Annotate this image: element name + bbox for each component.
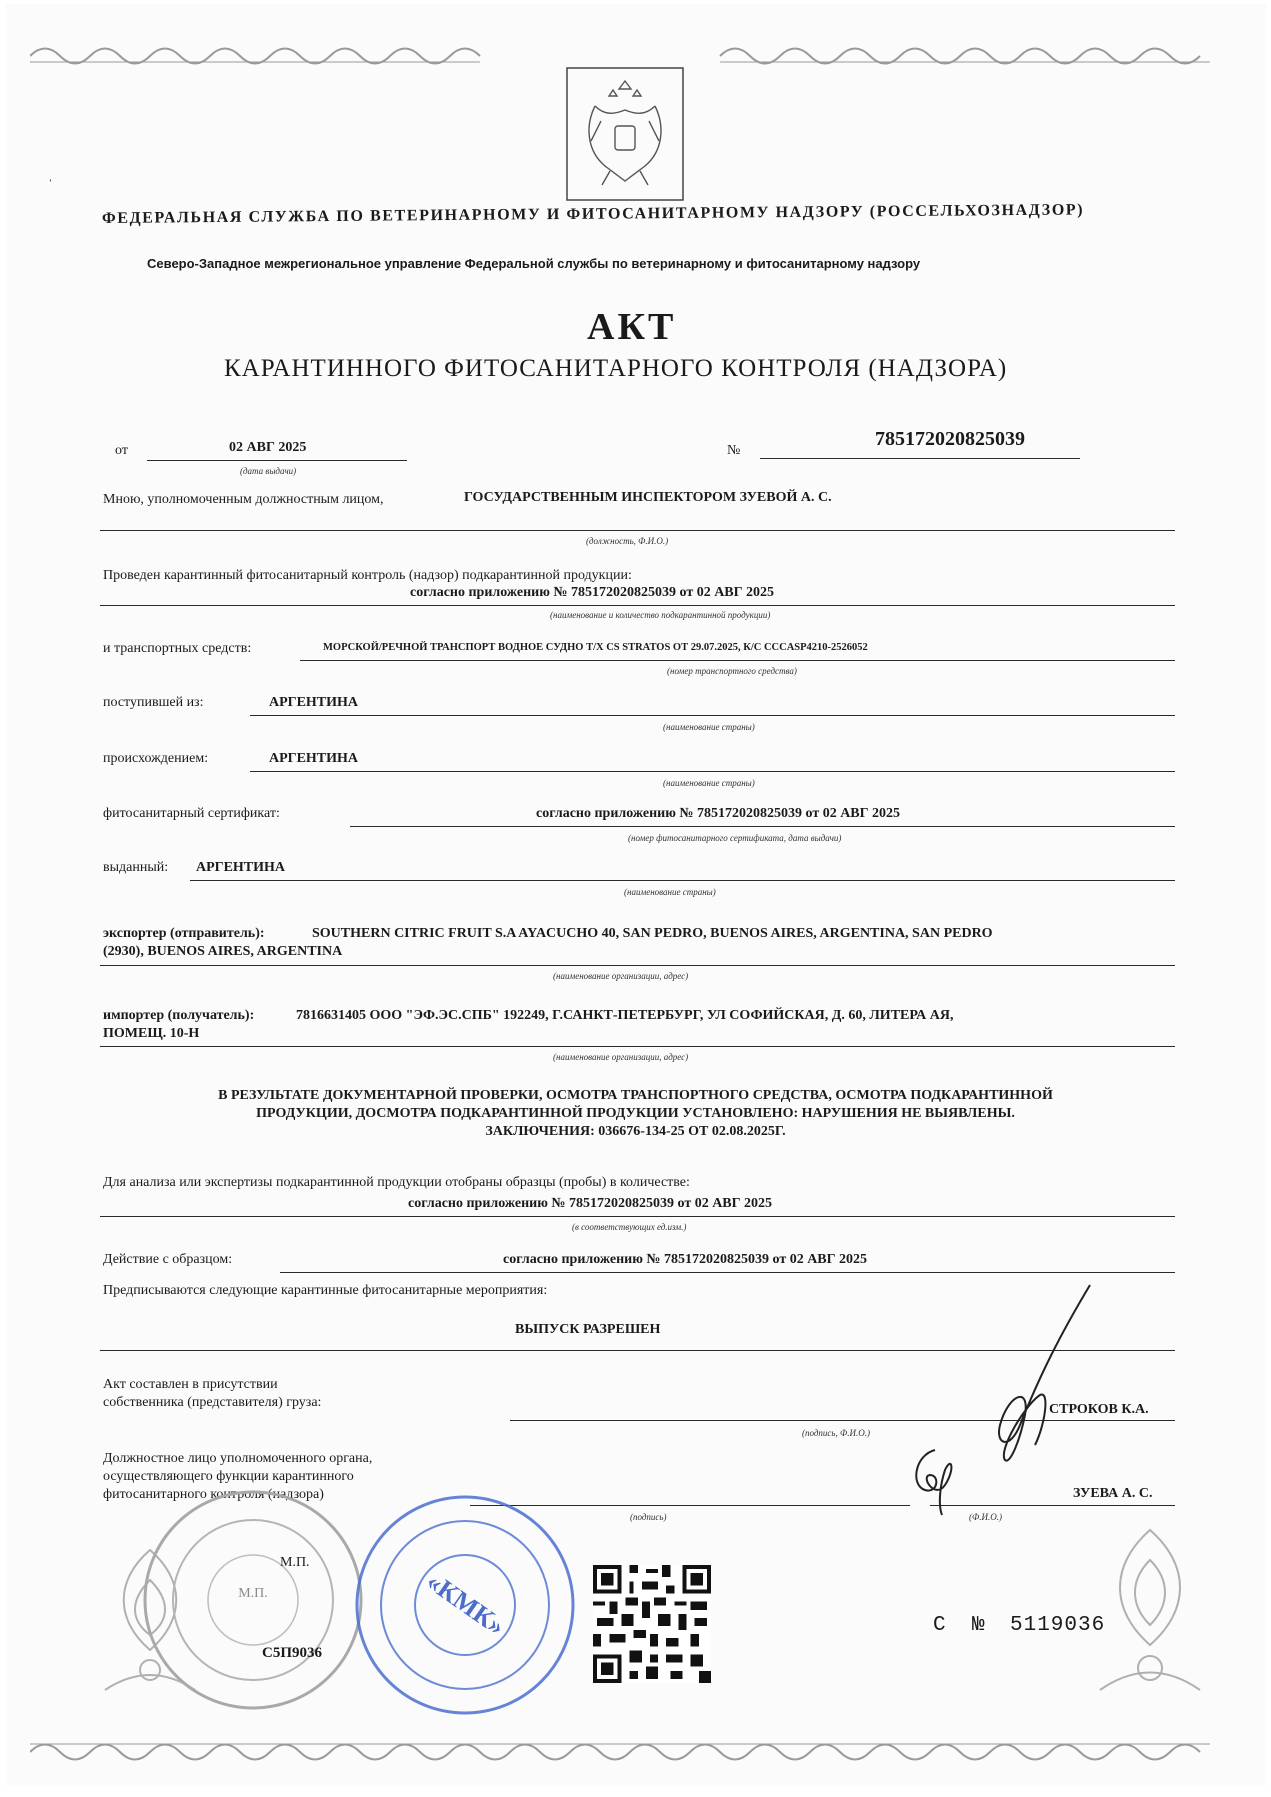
inspector-value: ГОСУДАРСТВЕННЫМ ИНСПЕКТОРОМ ЗУЕВОЙ А. С. [464, 490, 832, 505]
certificate-underline [350, 826, 1175, 827]
exporter-underline [100, 965, 1175, 966]
measures-label: Предписываются следующие карантинные фитосанитарные мероприятия: [103, 1283, 548, 1298]
owner-caption: (подпись, Ф.И.О.) [802, 1428, 871, 1438]
act-number: 785172020825039 [875, 428, 1025, 450]
importer-label: импортер (получатель): [103, 1008, 255, 1023]
agency-name: ФЕДЕРАЛЬНАЯ СЛУЖБА ПО ВЕТЕРИНАРНОМУ И ФИТОСАНИТАРНОМУ НАДЗОРУ (РОССЕЛЬХОЗНАДЗОР) [101, 201, 1085, 227]
transport-underline [300, 660, 1175, 661]
issued-label: выданный: [103, 860, 169, 875]
inspector-underline [100, 530, 1175, 531]
side-mark: ˈ [48, 178, 53, 193]
official-stamp-seal [138, 1485, 368, 1715]
bottom-ornament-border [30, 1732, 1220, 1772]
serial-number: 5119036 [1010, 1614, 1106, 1637]
samples-caption: (в соответствующих ед.изм.) [572, 1222, 687, 1232]
official-label-3: фитосанитарного контроля (надзора) [103, 1487, 324, 1502]
importer-caption: (наименование организации, адрес) [553, 1052, 689, 1062]
origin-underline [250, 771, 1175, 772]
importer-line2: ПОМЕЩ. 10-Н [103, 1026, 200, 1041]
certificate-caption: (номер фитосанитарного сертификата, дата выдачи) [628, 833, 842, 843]
exporter-label: экспортер (отправитель): [103, 926, 265, 941]
issued-value: АРГЕНТИНА [196, 860, 286, 875]
samples-underline [100, 1216, 1175, 1217]
official-sign-caption: (подпись) [630, 1512, 667, 1522]
official-sign-underline [470, 1505, 910, 1506]
measures-value: ВЫПУСК РАЗРЕШЕН [515, 1322, 661, 1337]
transport-caption: (номер транспортного средства) [667, 666, 797, 676]
sample-action-value: согласно приложению № 785172020825039 от 02 АВГ 2025 [503, 1252, 868, 1267]
number-underline [760, 458, 1080, 459]
transport-label: и транспортных средств: [103, 641, 252, 656]
official-label-1: Должностное лицо уполномоченного органа, [103, 1451, 373, 1466]
sample-action-underline [280, 1272, 1175, 1273]
exporter-line2: (2930), BUENOS AIRES, ARGENTINA [103, 944, 343, 959]
importer-line1: 7816631405 ООО "ЭФ.ЭС.СПБ" 192249, Г.САНКТ-ПЕТЕРБУРГ, УЛ СОФИЙСКАЯ, Д. 60, ЛИТЕРА АЯ, [296, 1008, 954, 1023]
control-caption: (наименование и количество подкарантинной продукции) [550, 610, 771, 620]
owner-label-2: собственника (представителя) груза: [103, 1395, 322, 1410]
owner-label-1: Акт составлен в присутствии [103, 1377, 278, 1392]
date-underline [147, 460, 407, 461]
serial-series: С [933, 1614, 947, 1637]
serial-no-label: № [972, 1614, 986, 1637]
date-caption: (дата выдачи) [240, 466, 297, 476]
sample-action-label: Действие с образцом: [103, 1252, 233, 1267]
stamp-mp-text: М.П. [238, 1586, 268, 1601]
number-label: № [727, 443, 741, 458]
inspector-label: Мною, уполномоченным должностным лицом, [103, 492, 384, 507]
result-line-2: ПРОДУКЦИИ, ДОСМОТРА ПОДКАРАНТИННОЙ ПРОДУКЦИИ УСТАНОВЛЕНО: НАРУШЕНИЯ НЕ ВЫЯВЛЕНЫ. [256, 1106, 1015, 1121]
document-title: АКТ [587, 306, 677, 348]
exporter-caption: (наименование организации, адрес) [553, 971, 689, 981]
control-value: согласно приложению № 785172020825039 от 02 АВГ 2025 [410, 585, 775, 600]
control-underline [100, 605, 1175, 606]
certificate-label: фитосанитарный сертификат: [103, 806, 280, 821]
company-stamp-text: «КМК» [421, 1566, 511, 1641]
mp-label: М.П. [280, 1555, 310, 1570]
origin-caption: (наименование страны) [663, 778, 755, 788]
official-label-2: осуществляющего функции карантинного [103, 1469, 354, 1484]
exporter-line1: SOUTHERN CITRIC FRUIT S.A AYACUCHO 40, SAN PEDRO, BUENOS AIRES, ARGENTINA, SAN PEDRO [312, 926, 993, 941]
certificate-value: согласно приложению № 785172020825039 от 02 АВГ 2025 [536, 806, 901, 821]
transport-value: МОРСКОЙ/РЕЧНОЙ ТРАНСПОРТ ВОДНОЕ СУДНО Т/Х CS STRATOS ОТ 29.07.2025, К/С CCCASP4210-2526052 [323, 642, 868, 653]
date-from-label: от [115, 443, 128, 458]
issue-date: 02 АВГ 2025 [229, 440, 307, 455]
arrived-from-caption: (наименование страны) [663, 722, 755, 732]
company-stamp-seal [350, 1490, 580, 1720]
bottom-right-ornament [1090, 1520, 1210, 1710]
result-line-1: В РЕЗУЛЬТАТЕ ДОКУМЕНТАРНОЙ ПРОВЕРКИ, ОСМОТРА ТРАНСПОРТНОГО СРЕДСТВА, ОСМОТРА ПОДКАРАНТИННОЙ [218, 1088, 1053, 1103]
official-signature [900, 1440, 970, 1520]
arrived-from-underline [250, 715, 1175, 716]
issued-caption: (наименование страны) [624, 887, 716, 897]
control-label: Проведен карантинный фитосанитарный контроль (надзор) подкарантинной продукции: [103, 568, 632, 583]
owner-signature [950, 1275, 1110, 1475]
document-subtitle: КАРАНТИННОГО ФИТОСАНИТАРНОГО КОНТРОЛЯ (НАДЗОРА) [224, 355, 1008, 382]
official-name: ЗУЕВА А. С. [1073, 1486, 1153, 1501]
origin-value: АРГЕНТИНА [269, 751, 359, 766]
coat-of-arms-emblem [565, 66, 685, 202]
inspector-caption: (должность, Ф.И.О.) [586, 536, 669, 546]
result-line-3: ЗАКЛЮЧЕНИЯ: 036676-134-25 ОТ 02.08.2025Г. [485, 1124, 786, 1139]
arrived-from-label: поступившей из: [103, 695, 204, 710]
owner-name: СТРОКОВ К.А. [1049, 1402, 1149, 1417]
issued-underline [190, 880, 1175, 881]
importer-underline [100, 1046, 1175, 1047]
qr-code [593, 1565, 711, 1683]
form-code: С5П9036 [262, 1645, 322, 1661]
samples-value: согласно приложению № 785172020825039 от 02 АВГ 2025 [408, 1196, 773, 1211]
regional-office: Северо-Западное межрегиональное управление Федеральной службы по ветеринарному и фитосанитарному надзору [147, 256, 921, 271]
origin-label: происхождением: [103, 751, 209, 766]
arrived-from-value: АРГЕНТИНА [269, 695, 359, 710]
samples-label: Для анализа или экспертизы подкарантинной продукции отобраны образцы (пробы) в количестве: [103, 1175, 690, 1190]
official-name-caption: (Ф.И.О.) [969, 1512, 1002, 1522]
